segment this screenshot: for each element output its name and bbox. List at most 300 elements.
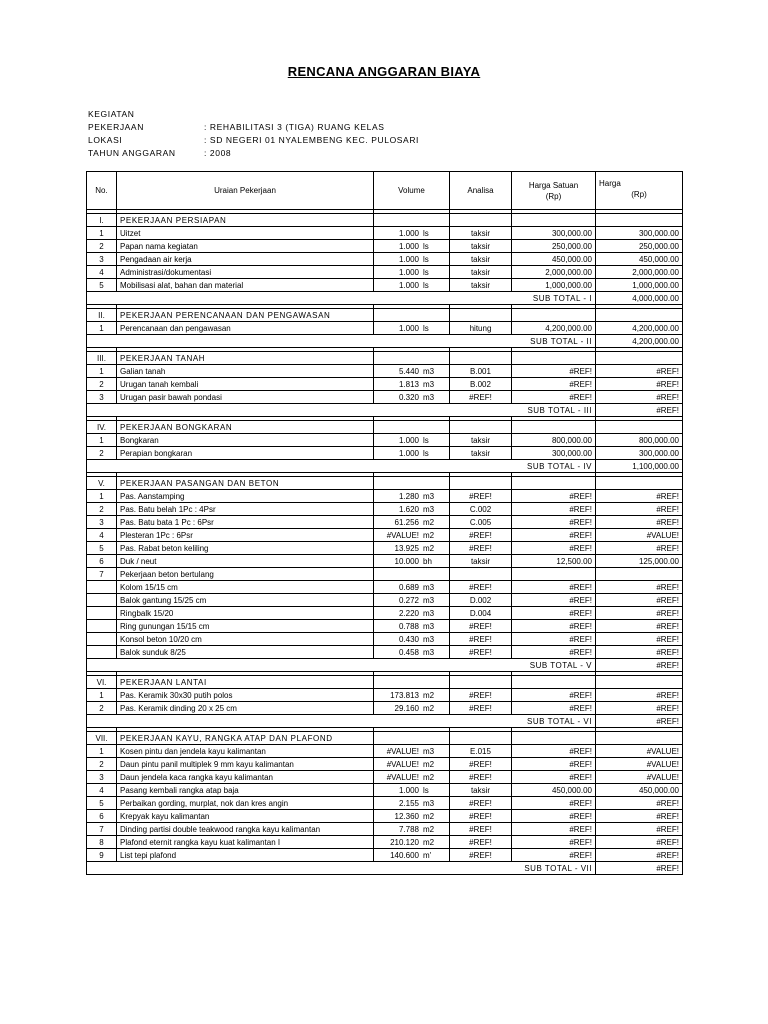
item-analisa: B.002 [450, 378, 512, 391]
item-description: Perapian bongkaran [117, 447, 374, 460]
empty-cell [450, 421, 512, 434]
empty-cell [374, 676, 450, 689]
item-analisa: E.015 [450, 745, 512, 758]
item-unit: ls [423, 267, 429, 277]
empty-cell [374, 732, 450, 745]
empty-cell [596, 732, 683, 745]
item-number: 4 [87, 266, 117, 279]
item-number: 2 [87, 503, 117, 516]
item-analisa: #REF! [450, 810, 512, 823]
item-number: 5 [87, 279, 117, 292]
item-price: #REF! [596, 542, 683, 555]
item-unit-price: 800,000.00 [512, 434, 596, 447]
item-price: 125,000.00 [596, 555, 683, 568]
item-description: Pekerjaan beton bertulang [117, 568, 374, 581]
empty-cell [450, 477, 512, 490]
item-description: Urugan pasir bawah pondasi [117, 391, 374, 404]
item-price: 1,000,000.00 [596, 279, 683, 292]
item-analisa: #REF! [450, 646, 512, 659]
section-number: I. [87, 214, 117, 227]
info-value: : REHABILITASI 3 (TIGA) RUANG KELAS [204, 122, 385, 132]
item-unit-price: #REF! [512, 503, 596, 516]
item-volume [374, 810, 450, 823]
item-analisa: #REF! [450, 490, 512, 503]
item-unit-price: 450,000.00 [512, 253, 596, 266]
item-unit-price: 2,000,000.00 [512, 266, 596, 279]
item-number: 5 [87, 542, 117, 555]
item-unit-price: #REF! [512, 516, 596, 529]
item-volume [374, 689, 450, 702]
item-number: 4 [87, 784, 117, 797]
item-unit: ls [423, 785, 429, 795]
info-value: : 2008 [204, 148, 232, 158]
info-value: : SD NEGERI 01 NYALEMBENG KEC. PULOSARI [204, 135, 420, 145]
subtotal-row [87, 659, 683, 672]
table-row [87, 391, 683, 404]
empty-cell [512, 214, 596, 227]
info-row-kegiatan [88, 108, 419, 121]
item-price: #REF! [596, 594, 683, 607]
section-title: PEKERJAAN PASANGAN DAN BETON [117, 477, 374, 490]
empty-cell [374, 352, 450, 365]
item-number: 1 [87, 227, 117, 240]
item-price: #REF! [596, 365, 683, 378]
item-unit-price: 450,000.00 [512, 784, 596, 797]
item-price: #REF! [596, 516, 683, 529]
subtotal-value: #REF! [596, 862, 683, 875]
item-unit: m3 [423, 634, 435, 644]
section-header-row [87, 676, 683, 689]
item-unit-price [512, 568, 596, 581]
empty-cell [450, 676, 512, 689]
item-analisa: D.004 [450, 607, 512, 620]
item-quantity: #VALUE! [386, 746, 419, 756]
item-price: 250,000.00 [596, 240, 683, 253]
item-description: Urugan tanah kembali [117, 378, 374, 391]
item-price: #REF! [596, 810, 683, 823]
empty-cell [450, 352, 512, 365]
item-price: 300,000.00 [596, 227, 683, 240]
section-header-row [87, 214, 683, 227]
item-number: 2 [87, 378, 117, 391]
item-number: 1 [87, 745, 117, 758]
item-description: List tepi plafond [117, 849, 374, 862]
item-number: 2 [87, 702, 117, 715]
empty-cell [512, 732, 596, 745]
item-unit-price: #REF! [512, 378, 596, 391]
item-unit: m3 [423, 582, 435, 592]
empty-cell [512, 676, 596, 689]
item-unit: m3 [423, 647, 435, 657]
item-unit: ls [423, 323, 429, 333]
item-volume [374, 378, 450, 391]
table-row [87, 689, 683, 702]
info-label: KEGIATAN [88, 109, 135, 119]
item-quantity: 1.620 [398, 504, 419, 514]
item-number: 1 [87, 689, 117, 702]
table-row [87, 620, 683, 633]
item-analisa: #REF! [450, 758, 512, 771]
item-price: #REF! [596, 646, 683, 659]
item-volume [374, 836, 450, 849]
item-unit: m2 [423, 690, 435, 700]
item-analisa: taksir [450, 555, 512, 568]
info-label: LOKASI [88, 135, 123, 145]
item-price: #REF! [596, 503, 683, 516]
item-description: Duk / neut [117, 555, 374, 568]
item-unit: ls [423, 280, 429, 290]
item-description: Ring gunungan 15/15 cm [117, 620, 374, 633]
item-number: 4 [87, 529, 117, 542]
item-number [87, 607, 117, 620]
item-description: Pas. Rabat beton keliling [117, 542, 374, 555]
table-row [87, 279, 683, 292]
table-row [87, 529, 683, 542]
item-quantity: 2.220 [398, 608, 419, 618]
table-row [87, 607, 683, 620]
item-volume [374, 266, 450, 279]
subtotal-value: #REF! [596, 659, 683, 672]
header-no: No. [87, 172, 117, 210]
item-description: Krepyak kayu kalimantan [117, 810, 374, 823]
item-volume [374, 702, 450, 715]
item-number: 9 [87, 849, 117, 862]
item-description: Papan nama kegiatan [117, 240, 374, 253]
item-unit: m3 [423, 595, 435, 605]
item-unit: m3 [423, 392, 435, 402]
empty-cell [512, 477, 596, 490]
item-volume [374, 607, 450, 620]
subtotal-label: SUB TOTAL - I [512, 292, 596, 305]
item-quantity: 1.000 [398, 785, 419, 795]
item-description: Pas. Keramik dinding 20 x 25 cm [117, 702, 374, 715]
subtotal-blank [87, 460, 512, 473]
item-price: #REF! [596, 849, 683, 862]
empty-cell [374, 421, 450, 434]
item-price: #REF! [596, 633, 683, 646]
section-number: III. [87, 352, 117, 365]
table-row [87, 702, 683, 715]
item-unit-price: #REF! [512, 823, 596, 836]
header-uraian: Uraian Pekerjaan [117, 172, 374, 210]
item-analisa: hitung [450, 322, 512, 335]
item-number [87, 594, 117, 607]
item-description: Galian tanah [117, 365, 374, 378]
item-price: #REF! [596, 490, 683, 503]
table-row [87, 771, 683, 784]
item-number: 1 [87, 322, 117, 335]
table-row [87, 266, 683, 279]
item-number [87, 633, 117, 646]
section-title: PEKERJAAN BONGKARAN [117, 421, 374, 434]
subtotal-row [87, 292, 683, 305]
item-analisa [450, 568, 512, 581]
table-row [87, 758, 683, 771]
item-price: #REF! [596, 391, 683, 404]
table-row [87, 568, 683, 581]
item-analisa: #REF! [450, 542, 512, 555]
section-title: PEKERJAAN PERENCANAAN DAN PENGAWASAN [117, 309, 374, 322]
item-analisa: #REF! [450, 836, 512, 849]
item-price: #VALUE! [596, 771, 683, 784]
empty-cell [374, 309, 450, 322]
item-volume [374, 797, 450, 810]
info-row-lokasi [88, 134, 419, 147]
item-analisa: taksir [450, 784, 512, 797]
subtotal-blank [87, 404, 512, 417]
item-unit-price: #REF! [512, 633, 596, 646]
item-unit: m2 [423, 837, 435, 847]
item-price: #REF! [596, 620, 683, 633]
item-unit: m2 [423, 543, 435, 553]
item-unit-price: #REF! [512, 771, 596, 784]
item-description: Pasang kembali rangka atap baja [117, 784, 374, 797]
item-unit-price: #REF! [512, 607, 596, 620]
item-volume [374, 646, 450, 659]
item-analisa: D.002 [450, 594, 512, 607]
item-unit: m2 [423, 772, 435, 782]
item-unit-price: #REF! [512, 646, 596, 659]
item-unit: m3 [423, 746, 435, 756]
item-volume [374, 240, 450, 253]
item-volume [374, 253, 450, 266]
item-number: 3 [87, 253, 117, 266]
item-number: 8 [87, 836, 117, 849]
item-description: Ringbalk 15/20 [117, 607, 374, 620]
empty-cell [374, 214, 450, 227]
section-title: PEKERJAAN PERSIAPAN [117, 214, 374, 227]
item-description: Administrasi/dokumentasi [117, 266, 374, 279]
item-price: #REF! [596, 823, 683, 836]
project-info [88, 108, 419, 160]
item-volume [374, 745, 450, 758]
header-harga-satuan-line1: Harga Satuan [528, 180, 579, 190]
item-unit: m3 [423, 379, 435, 389]
item-unit-price: #REF! [512, 689, 596, 702]
item-description: Perbaikan gording, murplat, nok dan kres angin [117, 797, 374, 810]
subtotal-label: SUB TOTAL - VII [512, 862, 596, 875]
item-unit: ls [423, 435, 429, 445]
item-unit-price: #REF! [512, 542, 596, 555]
item-number: 6 [87, 555, 117, 568]
item-quantity: 0.788 [398, 621, 419, 631]
item-description: Dinding partisi double teakwood rangka kayu kalimantan [117, 823, 374, 836]
section-header-row [87, 309, 683, 322]
header-harga-satuan [512, 172, 596, 210]
table-row [87, 542, 683, 555]
empty-cell [374, 477, 450, 490]
item-description: Pengadaan air kerja [117, 253, 374, 266]
subtotal-value: #REF! [596, 404, 683, 417]
info-label: TAHUN ANGGARAN [88, 148, 176, 158]
table-row [87, 784, 683, 797]
item-unit-price: 4,200,000.00 [512, 322, 596, 335]
item-quantity: 7.788 [398, 824, 419, 834]
table-row [87, 646, 683, 659]
item-quantity: 1.813 [398, 379, 419, 389]
table-row [87, 594, 683, 607]
item-quantity: 210.120 [390, 837, 419, 847]
item-unit-price: #REF! [512, 594, 596, 607]
section-number: II. [87, 309, 117, 322]
item-description: Pas. Aanstamping [117, 490, 374, 503]
item-unit-price: #REF! [512, 702, 596, 715]
item-unit-price: 300,000.00 [512, 227, 596, 240]
item-price: #REF! [596, 607, 683, 620]
item-analisa: C.005 [450, 516, 512, 529]
item-price: 450,000.00 [596, 253, 683, 266]
item-number: 3 [87, 771, 117, 784]
item-unit-price: #REF! [512, 758, 596, 771]
section-header-row [87, 421, 683, 434]
item-volume [374, 784, 450, 797]
subtotal-row [87, 862, 683, 875]
item-quantity: 1.000 [398, 254, 419, 264]
section-number: VI. [87, 676, 117, 689]
item-quantity: 1.000 [398, 280, 419, 290]
table-row [87, 503, 683, 516]
table-row [87, 823, 683, 836]
subtotal-blank [87, 659, 512, 672]
item-unit-price: #REF! [512, 391, 596, 404]
item-price: 450,000.00 [596, 784, 683, 797]
item-description: Balok gantung 15/25 cm [117, 594, 374, 607]
item-unit-price: #REF! [512, 810, 596, 823]
item-price: #VALUE! [596, 758, 683, 771]
item-description: Kosen pintu dan jendela kayu kalimantan [117, 745, 374, 758]
table-header-row [87, 172, 683, 210]
item-price: 2,000,000.00 [596, 266, 683, 279]
header-harga-line1: Harga [599, 179, 621, 188]
item-quantity: 0.272 [398, 595, 419, 605]
item-unit: m3 [423, 504, 435, 514]
table-row [87, 434, 683, 447]
item-unit: ls [423, 241, 429, 251]
item-quantity: 0.320 [398, 392, 419, 402]
item-unit: m3 [423, 608, 435, 618]
item-unit: m2 [423, 703, 435, 713]
item-unit-price: #REF! [512, 365, 596, 378]
subtotal-value: 1,100,000.00 [596, 460, 683, 473]
item-quantity: 1.000 [398, 241, 419, 251]
item-unit-price: #REF! [512, 745, 596, 758]
empty-cell [596, 214, 683, 227]
subtotal-value: #REF! [596, 715, 683, 728]
item-description: Uitzet [117, 227, 374, 240]
table-row [87, 378, 683, 391]
item-volume [374, 542, 450, 555]
item-number: 1 [87, 434, 117, 447]
item-unit-price: 12,500.00 [512, 555, 596, 568]
item-unit-price: #REF! [512, 836, 596, 849]
item-analisa: #REF! [450, 633, 512, 646]
budget-table [86, 171, 683, 875]
item-quantity: 140.600 [390, 850, 419, 860]
item-unit: m2 [423, 759, 435, 769]
item-description: Konsol beton 10/20 cm [117, 633, 374, 646]
section-title: PEKERJAAN LANTAI [117, 676, 374, 689]
item-unit: m2 [423, 811, 435, 821]
item-unit: m2 [423, 824, 435, 834]
item-volume [374, 503, 450, 516]
item-quantity: 12.360 [394, 811, 419, 821]
table-row [87, 516, 683, 529]
item-unit: m3 [423, 366, 435, 376]
item-analisa: C.002 [450, 503, 512, 516]
table-row [87, 633, 683, 646]
item-volume [374, 447, 450, 460]
item-analisa: taksir [450, 227, 512, 240]
item-quantity: 1.000 [398, 448, 419, 458]
item-unit: m3 [423, 491, 435, 501]
item-volume [374, 279, 450, 292]
item-unit-price: #REF! [512, 797, 596, 810]
section-header-row [87, 477, 683, 490]
item-description: Mobilisasi alat, bahan dan material [117, 279, 374, 292]
item-analisa: taksir [450, 253, 512, 266]
item-volume [374, 849, 450, 862]
table-row [87, 810, 683, 823]
header-analisa: Analisa [450, 172, 512, 210]
item-quantity: 0.689 [398, 582, 419, 592]
subtotal-blank [87, 292, 512, 305]
item-quantity: 1.000 [398, 267, 419, 277]
item-quantity: 1.280 [398, 491, 419, 501]
header-harga-satuan-line2: (Rp) [545, 191, 562, 201]
table-row [87, 447, 683, 460]
table-row [87, 490, 683, 503]
item-number: 2 [87, 447, 117, 460]
empty-cell [596, 477, 683, 490]
item-number: 7 [87, 568, 117, 581]
empty-cell [596, 676, 683, 689]
item-analisa: #REF! [450, 823, 512, 836]
empty-cell [512, 309, 596, 322]
empty-cell [512, 421, 596, 434]
item-quantity: 61.256 [394, 517, 419, 527]
item-unit: ls [423, 254, 429, 264]
item-price: 800,000.00 [596, 434, 683, 447]
item-volume [374, 633, 450, 646]
item-analisa: taksir [450, 434, 512, 447]
table-row [87, 797, 683, 810]
item-price: #VALUE! [596, 745, 683, 758]
subtotal-row [87, 715, 683, 728]
item-description: Pas. Batu belah 1Pc : 4Psr [117, 503, 374, 516]
item-price: #REF! [596, 689, 683, 702]
item-price: #VALUE! [596, 529, 683, 542]
item-number: 6 [87, 810, 117, 823]
item-analisa: #REF! [450, 797, 512, 810]
subtotal-value: 4,200,000.00 [596, 335, 683, 348]
item-unit-price: 1,000,000.00 [512, 279, 596, 292]
table-row [87, 555, 683, 568]
section-number: V. [87, 477, 117, 490]
item-analisa: taksir [450, 279, 512, 292]
table-row [87, 322, 683, 335]
item-quantity: 5.440 [398, 366, 419, 376]
item-analisa: #REF! [450, 620, 512, 633]
empty-cell [450, 732, 512, 745]
section-title: PEKERJAAN KAYU, RANGKA ATAP DAN PLAFOND [117, 732, 374, 745]
item-unit: ls [423, 228, 429, 238]
header-harga-line2: (Rp) [631, 190, 647, 199]
subtotal-row [87, 335, 683, 348]
table-body [87, 210, 683, 875]
item-analisa: #REF! [450, 702, 512, 715]
empty-cell [450, 214, 512, 227]
section-header-row [87, 352, 683, 365]
